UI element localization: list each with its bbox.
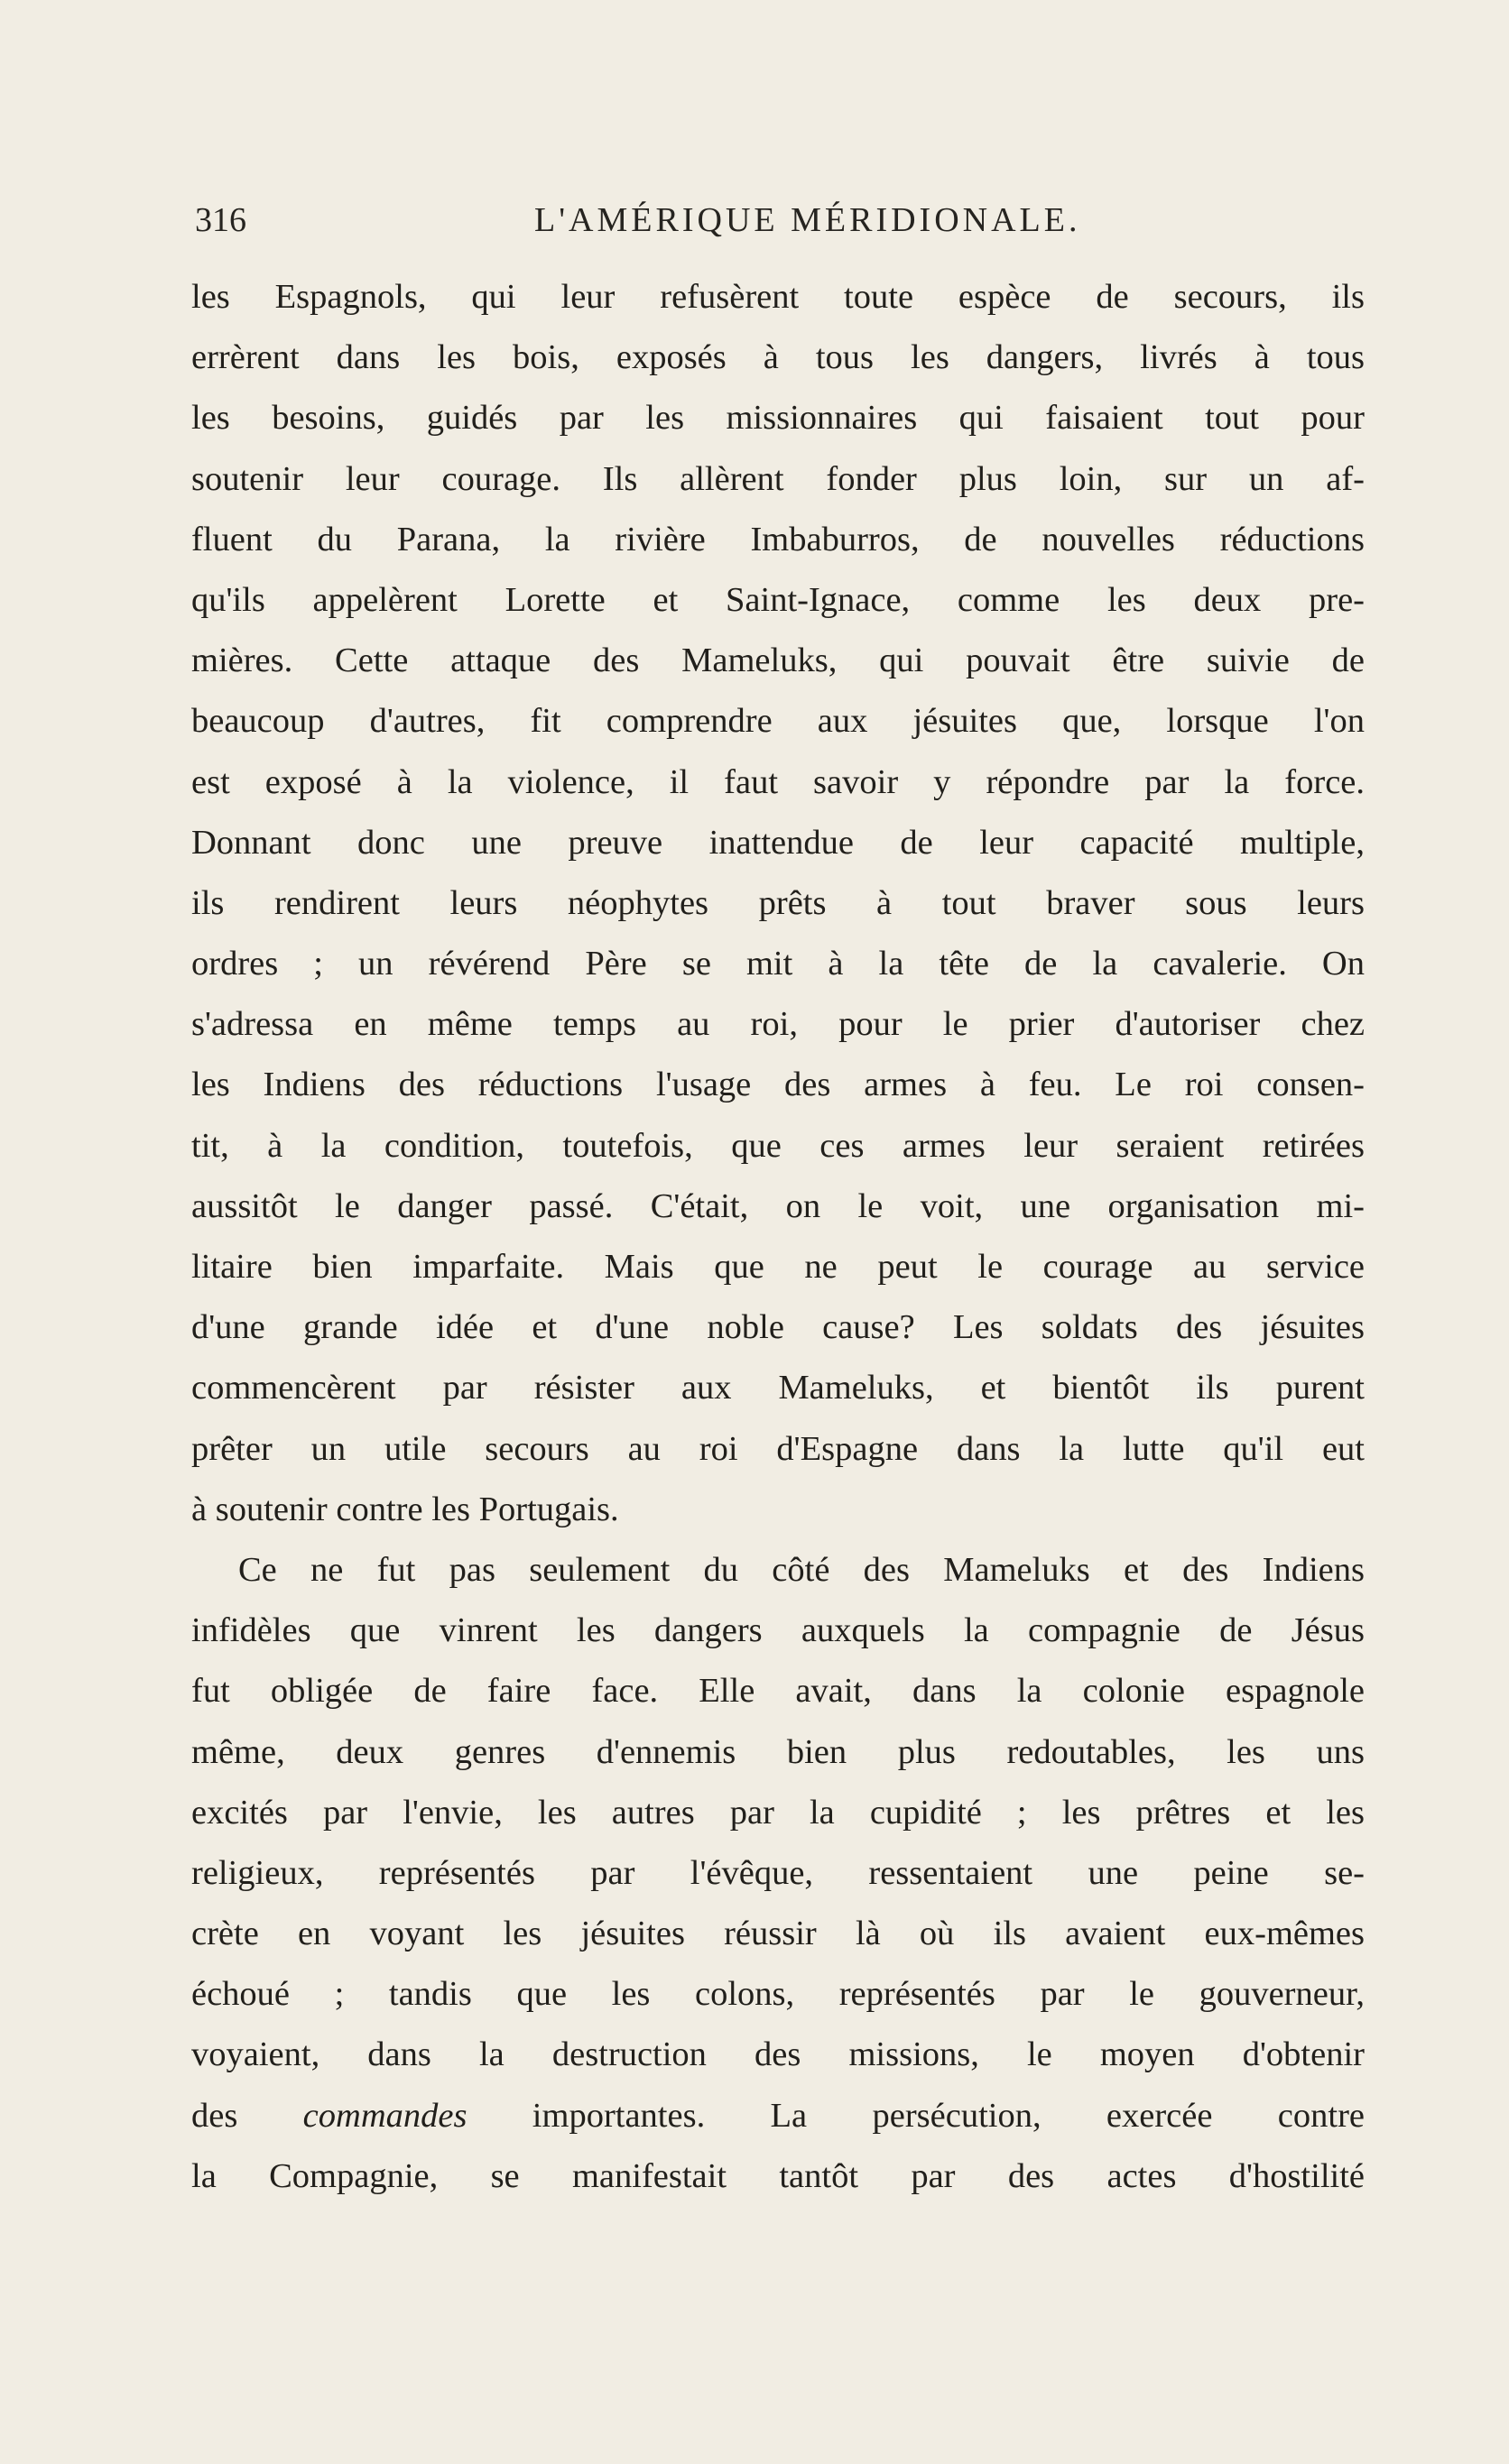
text-line: s'adressa en même temps au roi, pour le prier d'autoriser chez (191, 1005, 1365, 1044)
text-line: fut obligée de faire face. Elle avait, dans la colonie espagnole (191, 1672, 1365, 1711)
paragraph-1 (191, 267, 1365, 1540)
text-line: d'une grande idée et d'une noble cause? Les soldats des jésuites (191, 1308, 1365, 1347)
text-line: beaucoup d'autres, fit comprendre aux jésuites que, lorsque l'on (191, 702, 1365, 741)
text-fragment: des (191, 2096, 303, 2135)
text-line: religieux, représentés par l'évêque, ressentaient une peine se- (191, 1853, 1365, 1892)
text-line: mières. Cette attaque des Mameluks, qui pouvait être suivie de (191, 641, 1365, 680)
text-line: qu'ils appelèrent Lorette et Saint-Ignace, comme les deux pre- (191, 580, 1365, 619)
text-line: même, deux genres d'ennemis bien plus redoutables, les uns (191, 1732, 1365, 1771)
text-fragment: importantes. La persécution, exercée contre (467, 2096, 1365, 2135)
text-line: les Espagnols, qui leur refusèrent toute espèce de secours, ils (191, 278, 1365, 316)
running-title: L'AMÉRIQUE MÉRIDIONALE. (534, 201, 1081, 239)
text-line: à soutenir contre les Portugais. (191, 1490, 619, 1528)
text-line: fluent du Parana, la rivière Imbaburros, de nouvelles réductions (191, 520, 1365, 558)
text-line: infidèles que vinrent les dangers auxquels la compagnie de Jésus (191, 1611, 1365, 1650)
text-line: Donnant donc une preuve inattendue de leur capacité multiple, (191, 823, 1365, 862)
text-line: crète en voyant les jésuites réussir là où ils avaient eux-mêmes (191, 1915, 1365, 1953)
text-line: prêter un utile secours au roi d'Espagne dans la lutte qu'il eut (191, 1429, 1365, 1468)
text-line: ordres ; un révérend Père se mit à la tête de la cavalerie. On (191, 945, 1365, 983)
text-line (191, 2086, 1365, 2146)
body-text (191, 267, 1365, 2207)
text-line: échoué ; tandis que les colons, représentés par le gouverneur, (191, 1975, 1365, 2014)
italic-term: commandes (302, 2096, 468, 2135)
text-line: les besoins, guidés par les missionnaires qui faisaient tout pour (191, 399, 1365, 438)
running-head (195, 200, 1359, 251)
text-line: excités par l'envie, les autres par la cupidité ; les prêtres et les (191, 1793, 1365, 1832)
text-line: commencèrent par résister aux Mameluks, et bientôt ils purent (191, 1369, 1365, 1407)
text-line: tit, à la condition, toutefois, que ces armes leur seraient retirées (191, 1126, 1365, 1165)
text-line: voyaient, dans la destruction des missions, le moyen d'obtenir (191, 2035, 1365, 2074)
text-line: litaire bien imparfaite. Mais que ne peut le courage au service (191, 1248, 1365, 1286)
page-number: 316 (195, 201, 246, 239)
text-line: ils rendirent leurs néophytes prêts à tout braver sous leurs (191, 883, 1365, 922)
paragraph-2 (191, 1540, 1365, 2207)
text-line: aussitôt le danger passé. C'était, on le voit, une organisation mi- (191, 1186, 1365, 1225)
text-line: les Indiens des réductions l'usage des armes à feu. Le roi consen- (191, 1066, 1365, 1104)
text-line: soutenir leur courage. Ils allèrent fonder plus loin, sur un af- (191, 459, 1365, 498)
text-line: est exposé à la violence, il faut savoir y répondre par la force. (191, 762, 1365, 801)
text-line: Ce ne fut pas seulement du côté des Mameluks et des Indiens (238, 1550, 1365, 1589)
text-line: errèrent dans les bois, exposés à tous les dangers, livrés à tous (191, 338, 1365, 377)
text-line: la Compagnie, se manifestait tantôt par des actes d'hostilité (191, 2156, 1365, 2195)
